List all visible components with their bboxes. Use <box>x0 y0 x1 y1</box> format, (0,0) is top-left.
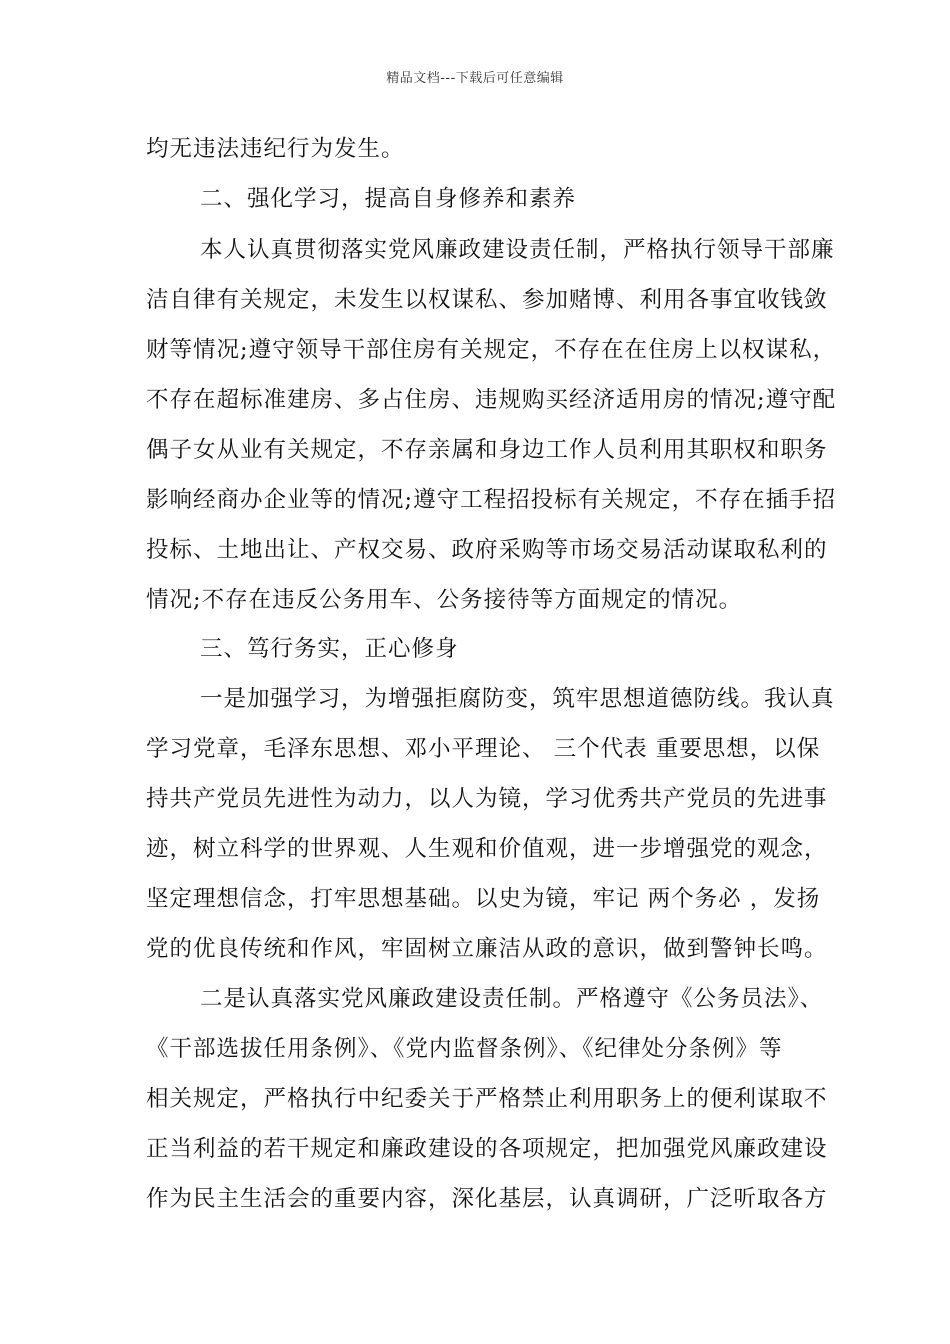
text-line: 财等情况;遵守领导干部住房有关规定，不存在在住房上以权谋私， <box>146 337 837 363</box>
section-heading: 三、笃行务实，正心修身 <box>200 636 459 662</box>
text-line: 投标、土地出让、产权交易、政府采购等市场交易活动谋取私利的 <box>146 537 828 563</box>
text-line: 一是加强学习，为增强拒腐防变，筑牢思想道德防线。我认真 <box>200 686 835 712</box>
text-line: 持共产党员先进性为动力，以人为镜，学习优秀共产党员的先进事 <box>146 786 828 812</box>
text-line: 均无违法违纪行为发生。 <box>146 136 405 162</box>
text-line: 偶子女从业有关规定，不存亲属和身边工作人员利用其职权和职务 <box>146 437 828 463</box>
text-line: 学习党章，毛泽东思想、邓小平理论、 三个代表 重要思想，以保 <box>146 736 821 762</box>
text-line: 《干部选拔任用条例》、《党内监督条例》、《纪律处分条例》等 <box>146 1036 783 1062</box>
text-line: 洁自律有关规定，未发生以权谋私、参加赌博、利用各事宜收钱敛 <box>146 287 828 313</box>
text-line: 正当利益的若干规定和廉政建设的各项规定，把加强党风廉政建设 <box>146 1136 828 1162</box>
section-heading: 二、强化学习，提高自身修养和素养 <box>200 186 577 212</box>
text-line: 影响经商办企业等的情况;遵守工程招投标有关规定，不存在插手招 <box>146 487 837 513</box>
text-line: 二是认真落实党风廉政建设责任制。严格遵守《公务员法》、 <box>200 986 824 1012</box>
text-line: 相关规定，严格执行中纪委关于严格禁止利用职务上的便利谋取不 <box>146 1086 828 1112</box>
text-line: 党的优良传统和作风，牢固树立廉洁从政的意识，做到警钟长鸣。 <box>146 936 828 962</box>
text-line: 坚定理想信念，打牢思想基础。以史为镜，牢记 两个务必 ，发扬 <box>146 886 821 912</box>
text-line: 不存在超标准建房、多占住房、违规购买经济适用房的情况;遵守配 <box>146 387 837 413</box>
text-line: 作为民主生活会的重要内容，深化基层，认真调研，广泛听取各方 <box>146 1186 828 1212</box>
text-line: 情况;不存在违反公务用车、公务接待等方面规定的情况。 <box>146 587 743 613</box>
text-line: 迹，树立科学的世界观、人生观和价值观，进一步增强党的观念， <box>146 836 828 862</box>
page-header: 精品文档---下载后可任意编辑 <box>386 71 564 86</box>
text-line: 本人认真贯彻落实党风廉政建设责任制，严格执行领导干部廉 <box>200 237 835 263</box>
